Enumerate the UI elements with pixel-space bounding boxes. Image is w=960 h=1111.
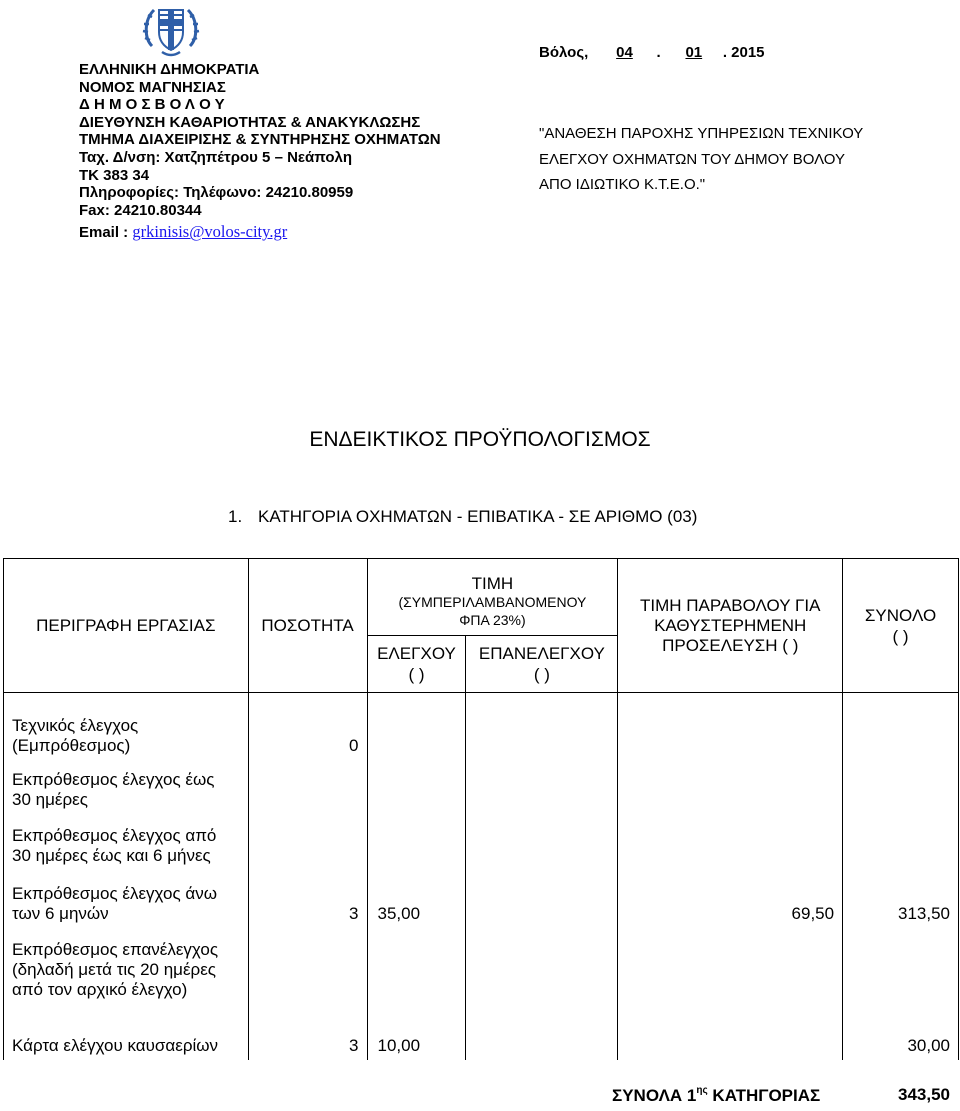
row-check-price: 35,00 (367, 870, 466, 928)
budget-table (3, 558, 959, 1060)
header-total (843, 559, 959, 693)
org-line: ΤΚ 383 34 (79, 166, 150, 184)
org-line: Δ Η Μ Ο Σ Β Ο Λ Ο Υ (79, 96, 225, 114)
date-sep: . (722, 44, 727, 61)
header-late-line: ΚΑΘΥΣΤΕΡΗΜΕΝΗ (654, 615, 807, 635)
header-price-title: ΤΙΜΗ (471, 574, 514, 593)
row-check-price (367, 760, 466, 814)
row-total (843, 760, 959, 814)
header-check (367, 636, 466, 693)
total-label-pre: ΣΥΝΟΛΑ 1 (612, 1086, 697, 1105)
header-late-line: ΠΡΟΣΕΛΕΥΣΗ ( ) (662, 635, 799, 655)
row-total: 313,50 (843, 870, 959, 928)
row-quantity (248, 814, 367, 870)
row-quantity (248, 928, 367, 1004)
row-description (4, 928, 249, 1004)
row-late-fee (618, 693, 843, 761)
header-check-unit: ( ) (408, 665, 425, 684)
table-row (4, 814, 959, 870)
row-description (4, 814, 249, 870)
org-line: Ταχ. Δ/νση: Χατζηπέτρου 5 – Νεάπολη (79, 148, 352, 166)
desc-line: Εκπρόθεσμος έλεγχος έως (12, 770, 215, 789)
desc-line: Εκπρόθεσμος έλεγχος από (12, 826, 217, 845)
header-late-line: ΤΙΜΗ ΠΑΡΑΒΟΛΟΥ ΓΙΑ (640, 595, 821, 615)
row-recheck-price (466, 928, 618, 1004)
organisation-block (79, 61, 441, 242)
row-quantity: 3 (248, 1004, 367, 1060)
desc-line: Τεχνικός έλεγχος (12, 716, 139, 735)
row-check-price (367, 814, 466, 870)
org-line: ΕΛΛΗΝΙΚΗ ΔΗΜΟΚΡΑΤΙΑ (79, 61, 260, 78)
greek-state-emblem (142, 2, 200, 58)
header-total-unit: ( ) (892, 626, 909, 646)
desc-line: (δηλαδή μετά τις 20 ημέρες (12, 960, 216, 979)
table-row (4, 870, 959, 928)
row-description (4, 1004, 249, 1060)
row-description (4, 760, 249, 814)
subject-line: ΕΛΕΓΧΟΥ ΟΧΗΜΑΤΩΝ ΤΟΥ ΔΗΜΟΥ ΒΟΛΟΥ (539, 150, 845, 168)
section-number: 1. (228, 507, 243, 526)
email-line (79, 223, 441, 242)
row-late-fee (618, 928, 843, 1004)
header-quantity: ΠΟΣΟΤΗΤΑ (248, 559, 367, 693)
subject-line: "ΑΝΑΘΕΣΗ ΠΑΡΟΧΗΣ ΥΠΗΡΕΣΙΩΝ ΤΕΧΝΙΚΟΥ (539, 125, 864, 142)
row-description (4, 693, 249, 761)
total-label-post: ΚΑΤΗΓΟΡΙΑΣ (707, 1086, 821, 1105)
row-recheck-price (466, 693, 618, 761)
org-line: Πληροφορίες: Τηλέφωνο: 24210.80959 (79, 184, 354, 202)
desc-line: Εκπρόθεσμος έλεγχος άνω (12, 884, 217, 903)
email-label: Email : (79, 224, 133, 242)
header-price-note: ΦΠΑ 23%) (459, 612, 526, 628)
row-total (843, 814, 959, 870)
header-total-line: ΣΥΝΟΛΟ (864, 605, 937, 625)
desc-line: 30 ημέρες (12, 790, 88, 809)
date-line (539, 44, 765, 61)
date-place: Βόλος, (539, 44, 589, 61)
header-description: ΠΕΡΙΓΡΑΦΗ ΕΡΓΑΣΙΑΣ (4, 559, 249, 693)
row-late-fee (618, 814, 843, 870)
subject-block (539, 121, 863, 198)
date-sep: . (656, 44, 661, 61)
desc-line: (Εμπρόθεσμος) (12, 736, 131, 755)
row-recheck-price (466, 760, 618, 814)
row-check-price (367, 693, 466, 761)
row-late-fee (618, 760, 843, 814)
header-late-fee (618, 559, 843, 693)
category-total-label (612, 1085, 820, 1106)
table-row (4, 1004, 959, 1060)
header-price-group (367, 559, 618, 636)
document-title: ΕΝΔΕΙΚΤΙΚΟΣ ΠΡΟΫΠΟΛΟΓΙΣΜΟΣ (309, 428, 651, 451)
header-recheck-label: ΕΠΑΝΕΛΕΓΧΟΥ (478, 644, 605, 663)
table-row (4, 928, 959, 1004)
email-link[interactable]: grkinisis@volos-city.gr (132, 222, 288, 242)
desc-line: από τον αρχικό έλεγχο) (12, 980, 188, 999)
row-quantity: 3 (248, 870, 367, 928)
table-row (4, 760, 959, 814)
desc-line: Εκπρόθεσμος επανέλεγχος (12, 940, 219, 959)
row-quantity: 0 (248, 693, 367, 761)
section-title: ΚΑΤΗΓΟΡΙΑ ΟΧΗΜΑΤΩΝ - ΕΠΙΒΑΤΙΚΑ - ΣΕ ΑΡΙΘΜΟ (03) (258, 507, 698, 526)
table-row (4, 693, 959, 761)
org-line: ΔΙΕΥΘΥΝΣΗ ΚΑΘΑΡΙΟΤΗΤΑΣ & ΑΝΑΚΥΚΛΩΣΗΣ (79, 113, 421, 131)
row-total: 30,00 (843, 1004, 959, 1060)
row-description (4, 870, 249, 928)
category-total-value: 343,50 (898, 1085, 950, 1104)
total-label-sup: ης (696, 1085, 708, 1096)
subject-line: ΑΠΟ ΙΔΙΩΤΙΚΟ Κ.Τ.Ε.Ο." (539, 176, 706, 193)
row-recheck-price (466, 814, 618, 870)
row-total (843, 693, 959, 761)
row-check-price (367, 928, 466, 1004)
header-price-note: (ΣΥΜΠΕΡΙΛΑΜΒΑΝΟΜΕΝΟΥ (398, 594, 587, 610)
header-check-label: ΕΛΕΓΧΟΥ (377, 644, 456, 663)
org-line: ΝΟΜΟΣ ΜΑΓΝΗΣΙΑΣ (79, 78, 226, 96)
desc-line: Κάρτα ελέγχου καυσαερίων (12, 1036, 219, 1055)
date-day: 04 (616, 44, 633, 61)
row-quantity (248, 760, 367, 814)
header-recheck-unit: ( ) (533, 665, 550, 684)
desc-line: των 6 μηνών (12, 904, 109, 923)
desc-line: 30 ημέρες έως και 6 μήνες (12, 846, 211, 865)
row-late-fee (618, 1004, 843, 1060)
date-month: 01 (685, 44, 703, 61)
date-year: 2015 (731, 44, 765, 61)
row-recheck-price (466, 1004, 618, 1060)
row-total (843, 928, 959, 1004)
header-recheck (466, 636, 618, 693)
row-check-price: 10,00 (367, 1004, 466, 1060)
org-line: Fax: 24210.80344 (79, 201, 202, 219)
row-recheck-price (466, 870, 618, 928)
row-late-fee: 69,50 (618, 870, 843, 928)
section-heading (228, 507, 697, 527)
org-line: ΤΜΗΜΑ ΔΙΑΧΕΙΡΙΣΗΣ & ΣΥΝΤΗΡΗΣΗΣ ΟΧΗΜΑΤΩΝ (79, 131, 441, 149)
